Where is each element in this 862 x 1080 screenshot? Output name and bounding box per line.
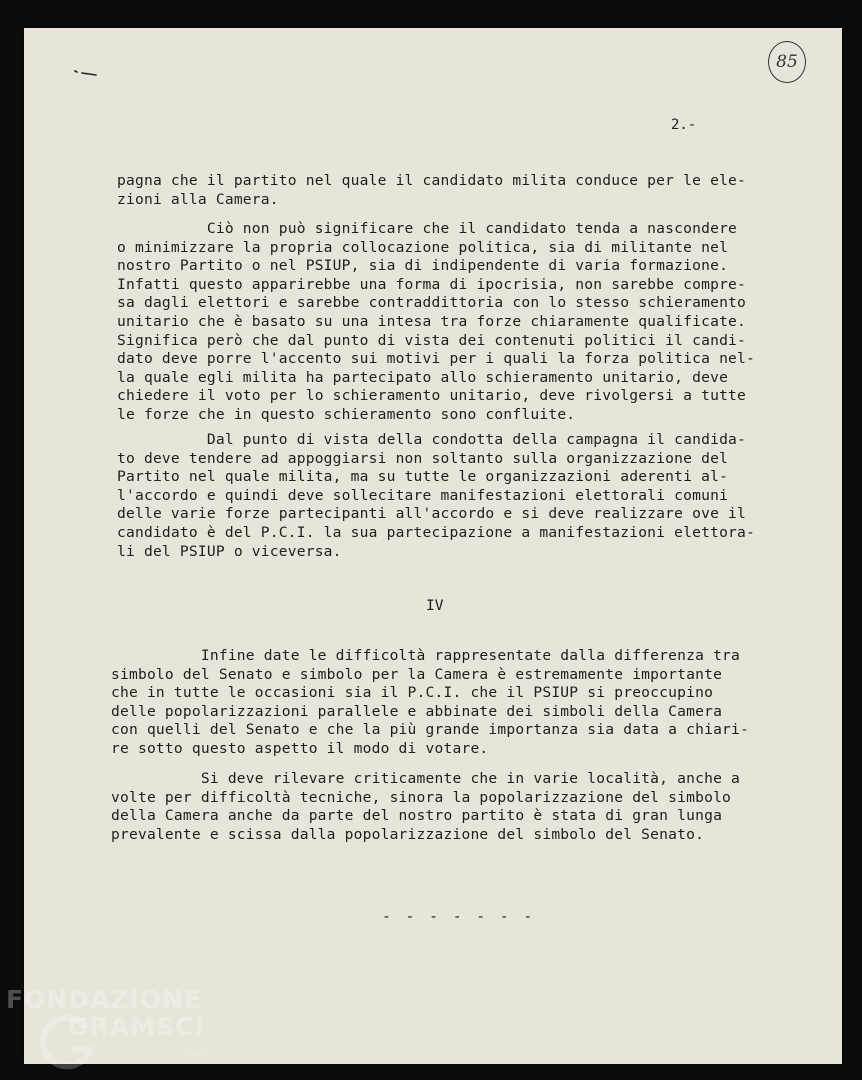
text-line: dato deve porre l'accento sui motivi per i quali la forza politica nel- (117, 350, 756, 368)
text-line: zioni alla Camera. (117, 190, 279, 208)
margin-mark-icon (74, 70, 98, 76)
text-line: prevalente e scissa dalla popolarizzazione del simbolo del Senato. (111, 825, 705, 843)
end-marker: - - - - - - - (382, 908, 536, 925)
watermark-logo (6, 985, 216, 1075)
text-line: Infatti questo apparirebbe una forma di ipocrisia, non sarebbe compre- (117, 275, 747, 293)
text-line: la quale egli milita ha partecipato allo schieramento unitario, deve (117, 368, 729, 386)
section-heading: IV (426, 597, 444, 614)
text-line: Partito nel quale milita, ma su tutte le organizzazioni aderenti al- (117, 468, 729, 486)
text-line: della Camera anche da parte del nostro partito è stata di gran lunga (111, 807, 723, 825)
text-line: nostro Partito o nel PSIUP, sia di indipendente di varia formazione. (117, 257, 729, 275)
text-line: volte per difficoltà tecniche, sinora la popolarizzazione del simbolo (111, 788, 732, 806)
watermark-line-2: GRAMSCI (68, 1012, 205, 1041)
text-line: che in tutte le occasioni sia il P.C.I. che il PSIUP si preoccupino (111, 684, 714, 702)
watermark-line-1: FONDAZIONE (6, 985, 203, 1014)
text-line: Si deve rilevare criticamente che in varie località, anche a (111, 770, 741, 787)
page-number: 2.- (671, 117, 697, 133)
text-line: li del PSIUP o viceversa. (117, 542, 342, 560)
text-line: l'accordo e quindi deve sollecitare manifestazioni elettorali comuni (117, 486, 729, 504)
text-line: Significa però che dal punto di vista dei contenuti politici il candi- (117, 331, 747, 349)
text-line: Dal punto di vista della condotta della campagna il candida- (117, 431, 747, 448)
text-line: Infine date le difficoltà rappresentate dalla differenza tra (111, 647, 741, 664)
text-line: o minimizzare la propria collocazione politica, sia di militante nel (117, 238, 729, 256)
text-line: chiedere il voto per lo schieramento unitario, deve rivolgersi a tutte (117, 387, 747, 405)
text-line: unitario che è basato su una intesa tra forze chiaramente qualificate. (117, 313, 747, 330)
archive-number-stamp (768, 41, 806, 83)
text-line: re sotto questo aspetto il modo di votare. (111, 740, 489, 757)
text-line: Ciò non può significare che il candidato tenda a nascondere (117, 220, 738, 237)
archive-number: 85 (776, 52, 798, 72)
text-line: le forze che in questo schieramento sono confluite. (117, 406, 576, 423)
text-line: pagna che il partito nel quale il candidato milita conduce per le ele- (117, 172, 747, 189)
text-line: simbolo del Senato e simbolo per la Camera è estremamente importante (111, 665, 723, 683)
watermark-line-3: onlus (181, 1047, 211, 1060)
text-line: delle varie forze partecipanti all'accordo e si deve realizzare ove il (117, 505, 747, 523)
text-line: delle popolarizzazioni parallele e abbinate dei simboli della Camera (111, 702, 723, 720)
text-line: to deve tendere ad appoggiarsi non soltanto sulla organizzazione del (117, 449, 729, 467)
text-line: sa dagli elettori e sarebbe contraddittoria con lo stesso schieramento (117, 294, 747, 312)
text-line: candidato è del P.C.I. la sua partecipazione a manifestazioni elettora- (117, 524, 756, 541)
text-line: con quelli del Senato e che la più grande importanza sia data a chiari- (111, 721, 750, 739)
